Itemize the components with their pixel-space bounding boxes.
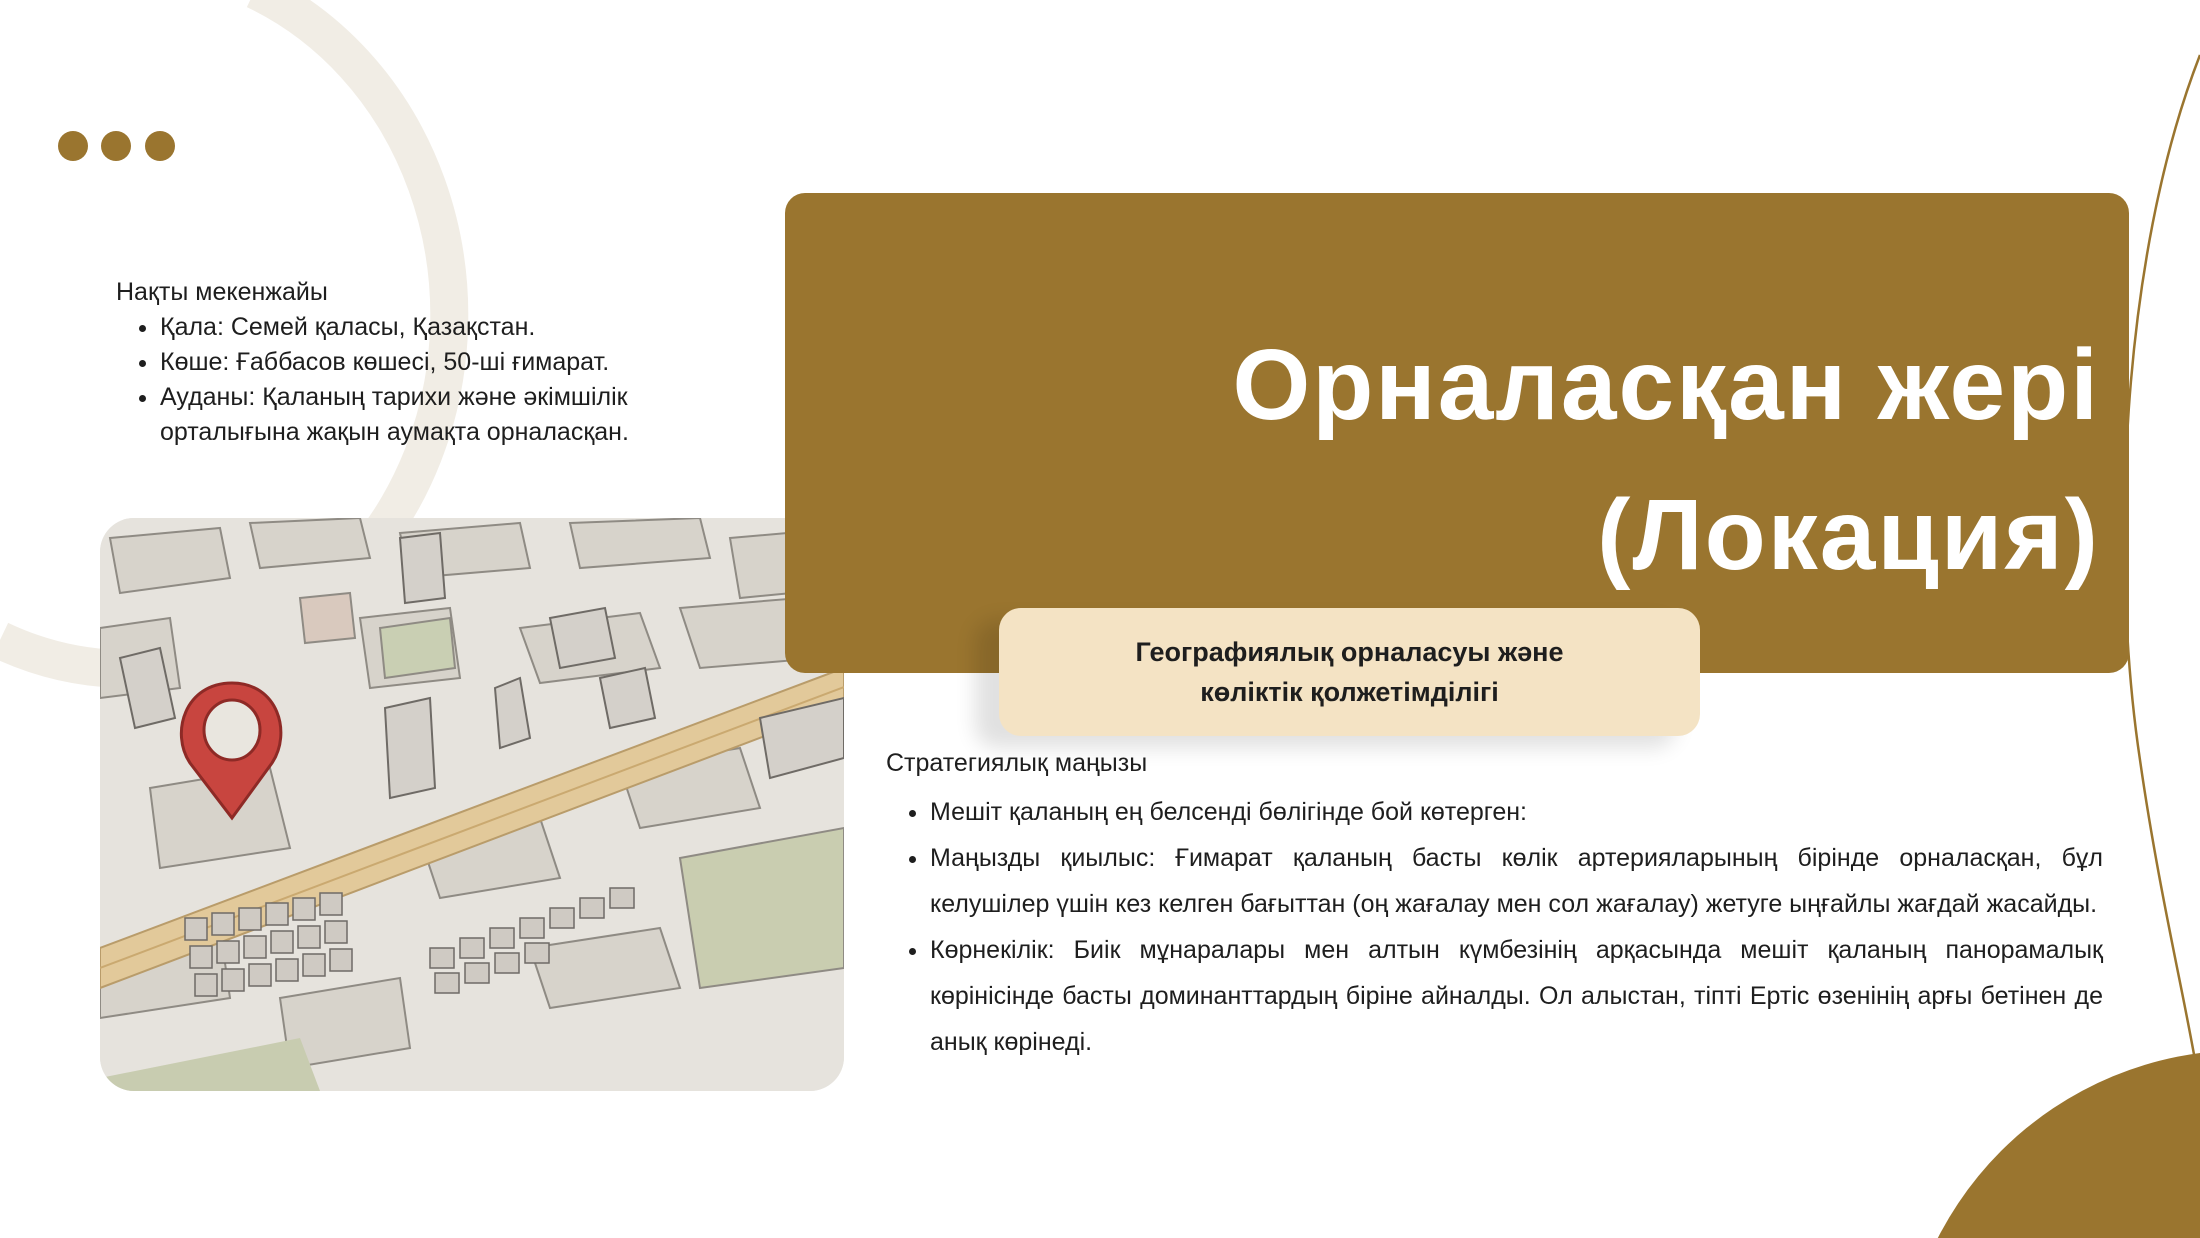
map-image <box>100 518 844 1091</box>
strategy-item-location: • Мешіт қаланың ең белсенді бөлігінде бой көтерген: <box>930 789 2103 835</box>
page-title-line-2: (Локация) <box>1597 479 2100 591</box>
strategy-item-intersection: • Маңызды қиылыс: Ғимарат қаланың басты көлік артерияларының бірінде орналасқан, бұл келушілер үшін кез келген бағыттан (оң жағалау мен сол жағалау) жетуге ыңғайлы жағдай жасайды. <box>930 835 2103 927</box>
subtitle-line-1: Географиялық орналасуы және <box>1135 637 1564 667</box>
page-title-line-1: Орналасқан жері <box>1232 329 2100 441</box>
subtitle-line-2: көліктік қолжетімділігі <box>1200 677 1499 707</box>
address-item-city: • Қала: Семей қаласы, Қазақстан. <box>160 310 736 345</box>
strategy-item-landmark: • Көрнекілік: Биік мұнаралары мен алтын күмбезінің арқасында мешіт қаланың панорамалық көрінісінде басты доминанттардың біріне айналды. Ол алыстан, тіпті Ертіс өзенінің арғы бетінен де анық көрінеді. <box>930 927 2103 1065</box>
city-map-illustration <box>100 518 844 1091</box>
address-item-street: • Көше: Ғаббасов көшесі, 50-ші ғимарат. <box>160 345 736 380</box>
strategy-section <box>886 743 2103 1065</box>
dot-1 <box>58 131 88 161</box>
address-list <box>116 310 736 450</box>
address-heading: Нақты мекенжайы <box>116 278 328 306</box>
address-section <box>116 275 736 450</box>
dot-2 <box>101 131 131 161</box>
address-item-district: • Ауданы: Қаланың тарихи және әкімшілік орталығына жақын аумақта орналасқан. <box>160 380 736 450</box>
strategy-list <box>886 789 2103 1065</box>
dot-3 <box>145 131 175 161</box>
page-title <box>900 310 2100 610</box>
strategy-heading: Стратегиялық маңызы <box>886 749 1148 777</box>
subtitle-tag <box>999 608 1700 736</box>
